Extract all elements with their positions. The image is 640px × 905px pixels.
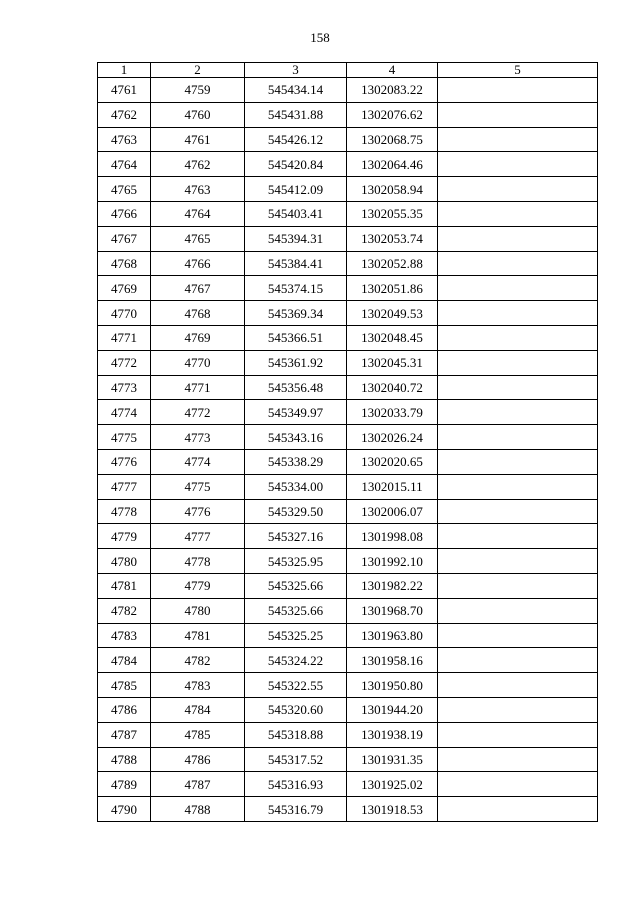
table-row xyxy=(98,623,598,648)
y-coordinate-cell: 1302033.79 xyxy=(347,400,438,425)
point-number-cell: 4770 xyxy=(98,301,151,326)
point-number-cell: 4779 xyxy=(98,524,151,549)
previous-point-cell: 4782 xyxy=(151,648,245,673)
previous-point-cell: 4766 xyxy=(151,251,245,276)
x-coordinate-cell: 545329.50 xyxy=(245,499,347,524)
y-coordinate-cell: 1302055.35 xyxy=(347,201,438,226)
previous-point-cell: 4762 xyxy=(151,152,245,177)
previous-point-cell: 4770 xyxy=(151,350,245,375)
previous-point-cell: 4780 xyxy=(151,598,245,623)
point-number-cell: 4769 xyxy=(98,276,151,301)
point-number-cell: 4778 xyxy=(98,499,151,524)
table-row xyxy=(98,127,598,152)
y-coordinate-cell: 1302058.94 xyxy=(347,177,438,202)
x-coordinate-cell: 545324.22 xyxy=(245,648,347,673)
page-number: 158 xyxy=(310,30,330,45)
x-coordinate-cell: 545420.84 xyxy=(245,152,347,177)
y-coordinate-cell: 1301944.20 xyxy=(347,697,438,722)
notes-cell xyxy=(438,499,598,524)
point-number-cell: 4776 xyxy=(98,449,151,474)
point-number-cell: 4773 xyxy=(98,375,151,400)
table-row xyxy=(98,747,598,772)
point-number-cell: 4771 xyxy=(98,325,151,350)
x-coordinate-cell: 545374.15 xyxy=(245,276,347,301)
point-number-cell: 4777 xyxy=(98,474,151,499)
previous-point-cell: 4783 xyxy=(151,673,245,698)
table-row xyxy=(98,350,598,375)
x-coordinate-cell: 545412.09 xyxy=(245,177,347,202)
coordinates-table xyxy=(97,62,598,822)
previous-point-cell: 4777 xyxy=(151,524,245,549)
previous-point-cell: 4776 xyxy=(151,499,245,524)
previous-point-cell: 4759 xyxy=(151,78,245,103)
x-coordinate-cell: 545316.93 xyxy=(245,772,347,797)
point-number-cell: 4789 xyxy=(98,772,151,797)
y-coordinate-cell: 1302048.45 xyxy=(347,325,438,350)
table-row xyxy=(98,226,598,251)
previous-point-cell: 4785 xyxy=(151,722,245,747)
point-number-cell: 4762 xyxy=(98,102,151,127)
previous-point-cell: 4769 xyxy=(151,325,245,350)
y-coordinate-cell: 1301918.53 xyxy=(347,797,438,822)
point-number-cell: 4786 xyxy=(98,697,151,722)
y-coordinate-cell: 1302068.75 xyxy=(347,127,438,152)
point-number-cell: 4768 xyxy=(98,251,151,276)
x-coordinate-cell: 545327.16 xyxy=(245,524,347,549)
y-coordinate-cell: 1302020.65 xyxy=(347,449,438,474)
x-coordinate-cell: 545317.52 xyxy=(245,747,347,772)
y-coordinate-cell: 1301958.16 xyxy=(347,648,438,673)
notes-cell xyxy=(438,425,598,450)
previous-point-cell: 4784 xyxy=(151,697,245,722)
previous-point-cell: 4779 xyxy=(151,573,245,598)
previous-point-cell: 4760 xyxy=(151,102,245,127)
previous-point-cell: 4772 xyxy=(151,400,245,425)
table-row xyxy=(98,425,598,450)
x-coordinate-cell: 545434.14 xyxy=(245,78,347,103)
y-coordinate-cell: 1302040.72 xyxy=(347,375,438,400)
table-row xyxy=(98,772,598,797)
x-coordinate-cell: 545325.66 xyxy=(245,598,347,623)
point-number-cell: 4780 xyxy=(98,549,151,574)
notes-cell xyxy=(438,722,598,747)
notes-cell xyxy=(438,400,598,425)
table-row xyxy=(98,499,598,524)
notes-cell xyxy=(438,648,598,673)
notes-cell xyxy=(438,102,598,127)
x-coordinate-cell: 545325.66 xyxy=(245,573,347,598)
x-coordinate-cell: 545322.55 xyxy=(245,673,347,698)
table-row xyxy=(98,648,598,673)
previous-point-cell: 4781 xyxy=(151,623,245,648)
previous-point-cell: 4771 xyxy=(151,375,245,400)
x-coordinate-cell: 545356.48 xyxy=(245,375,347,400)
previous-point-cell: 4764 xyxy=(151,201,245,226)
point-number-cell: 4785 xyxy=(98,673,151,698)
y-coordinate-cell: 1302006.07 xyxy=(347,499,438,524)
column-header: 5 xyxy=(438,63,598,78)
column-header: 3 xyxy=(245,63,347,78)
x-coordinate-cell: 545426.12 xyxy=(245,127,347,152)
table-row xyxy=(98,797,598,822)
y-coordinate-cell: 1302076.62 xyxy=(347,102,438,127)
table-row xyxy=(98,722,598,747)
notes-cell xyxy=(438,549,598,574)
previous-point-cell: 4775 xyxy=(151,474,245,499)
y-coordinate-cell: 1302049.53 xyxy=(347,301,438,326)
table-row xyxy=(98,301,598,326)
table-row xyxy=(98,400,598,425)
point-number-cell: 4761 xyxy=(98,78,151,103)
x-coordinate-cell: 545366.51 xyxy=(245,325,347,350)
point-number-cell: 4788 xyxy=(98,747,151,772)
y-coordinate-cell: 1301925.02 xyxy=(347,772,438,797)
notes-cell xyxy=(438,78,598,103)
y-coordinate-cell: 1302026.24 xyxy=(347,425,438,450)
point-number-cell: 4763 xyxy=(98,127,151,152)
table-row xyxy=(98,201,598,226)
x-coordinate-cell: 545325.95 xyxy=(245,549,347,574)
y-coordinate-cell: 1301998.08 xyxy=(347,524,438,549)
table-row xyxy=(98,177,598,202)
notes-cell xyxy=(438,673,598,698)
table-row xyxy=(98,598,598,623)
notes-cell xyxy=(438,573,598,598)
y-coordinate-cell: 1301938.19 xyxy=(347,722,438,747)
table-row xyxy=(98,276,598,301)
table-row xyxy=(98,102,598,127)
column-header: 1 xyxy=(98,63,151,78)
previous-point-cell: 4761 xyxy=(151,127,245,152)
point-number-cell: 4765 xyxy=(98,177,151,202)
table-body xyxy=(98,78,598,822)
point-number-cell: 4781 xyxy=(98,573,151,598)
y-coordinate-cell: 1301950.80 xyxy=(347,673,438,698)
table-row xyxy=(98,251,598,276)
notes-cell xyxy=(438,375,598,400)
notes-cell xyxy=(438,226,598,251)
point-number-cell: 4772 xyxy=(98,350,151,375)
table-row xyxy=(98,474,598,499)
notes-cell xyxy=(438,772,598,797)
table-row xyxy=(98,573,598,598)
x-coordinate-cell: 545369.34 xyxy=(245,301,347,326)
x-coordinate-cell: 545384.41 xyxy=(245,251,347,276)
point-number-cell: 4767 xyxy=(98,226,151,251)
previous-point-cell: 4773 xyxy=(151,425,245,450)
y-coordinate-cell: 1301963.80 xyxy=(347,623,438,648)
notes-cell xyxy=(438,623,598,648)
y-coordinate-cell: 1302053.74 xyxy=(347,226,438,251)
x-coordinate-cell: 545320.60 xyxy=(245,697,347,722)
table-row xyxy=(98,673,598,698)
previous-point-cell: 4778 xyxy=(151,549,245,574)
previous-point-cell: 4765 xyxy=(151,226,245,251)
x-coordinate-cell: 545334.00 xyxy=(245,474,347,499)
notes-cell xyxy=(438,301,598,326)
y-coordinate-cell: 1301992.10 xyxy=(347,549,438,574)
x-coordinate-cell: 545338.29 xyxy=(245,449,347,474)
notes-cell xyxy=(438,276,598,301)
y-coordinate-cell: 1302052.88 xyxy=(347,251,438,276)
x-coordinate-cell: 545403.41 xyxy=(245,201,347,226)
point-number-cell: 4764 xyxy=(98,152,151,177)
table-row xyxy=(98,449,598,474)
notes-cell xyxy=(438,449,598,474)
previous-point-cell: 4788 xyxy=(151,797,245,822)
notes-cell xyxy=(438,127,598,152)
y-coordinate-cell: 1302015.11 xyxy=(347,474,438,499)
y-coordinate-cell: 1301982.22 xyxy=(347,573,438,598)
notes-cell xyxy=(438,747,598,772)
table-row xyxy=(98,549,598,574)
notes-cell xyxy=(438,598,598,623)
previous-point-cell: 4767 xyxy=(151,276,245,301)
y-coordinate-cell: 1302051.86 xyxy=(347,276,438,301)
table-row xyxy=(98,524,598,549)
x-coordinate-cell: 545316.79 xyxy=(245,797,347,822)
y-coordinate-cell: 1301931.35 xyxy=(347,747,438,772)
y-coordinate-cell: 1302064.46 xyxy=(347,152,438,177)
previous-point-cell: 4774 xyxy=(151,449,245,474)
notes-cell xyxy=(438,177,598,202)
notes-cell xyxy=(438,697,598,722)
notes-cell xyxy=(438,325,598,350)
point-number-cell: 4784 xyxy=(98,648,151,673)
x-coordinate-cell: 545318.88 xyxy=(245,722,347,747)
table-row xyxy=(98,697,598,722)
notes-cell xyxy=(438,152,598,177)
x-coordinate-cell: 545325.25 xyxy=(245,623,347,648)
point-number-cell: 4775 xyxy=(98,425,151,450)
previous-point-cell: 4787 xyxy=(151,772,245,797)
previous-point-cell: 4786 xyxy=(151,747,245,772)
table-row xyxy=(98,325,598,350)
table-row xyxy=(98,375,598,400)
notes-cell xyxy=(438,474,598,499)
point-number-cell: 4774 xyxy=(98,400,151,425)
previous-point-cell: 4763 xyxy=(151,177,245,202)
x-coordinate-cell: 545431.88 xyxy=(245,102,347,127)
notes-cell xyxy=(438,251,598,276)
x-coordinate-cell: 545361.92 xyxy=(245,350,347,375)
y-coordinate-cell: 1302045.31 xyxy=(347,350,438,375)
y-coordinate-cell: 1302083.22 xyxy=(347,78,438,103)
table-header-row xyxy=(98,63,598,78)
x-coordinate-cell: 545349.97 xyxy=(245,400,347,425)
point-number-cell: 4783 xyxy=(98,623,151,648)
point-number-cell: 4782 xyxy=(98,598,151,623)
column-header: 4 xyxy=(347,63,438,78)
point-number-cell: 4766 xyxy=(98,201,151,226)
notes-cell xyxy=(438,797,598,822)
notes-cell xyxy=(438,350,598,375)
point-number-cell: 4787 xyxy=(98,722,151,747)
point-number-cell: 4790 xyxy=(98,797,151,822)
previous-point-cell: 4768 xyxy=(151,301,245,326)
notes-cell xyxy=(438,524,598,549)
table-row xyxy=(98,152,598,177)
table-row xyxy=(98,78,598,103)
column-header: 2 xyxy=(151,63,245,78)
notes-cell xyxy=(438,201,598,226)
y-coordinate-cell: 1301968.70 xyxy=(347,598,438,623)
x-coordinate-cell: 545343.16 xyxy=(245,425,347,450)
x-coordinate-cell: 545394.31 xyxy=(245,226,347,251)
